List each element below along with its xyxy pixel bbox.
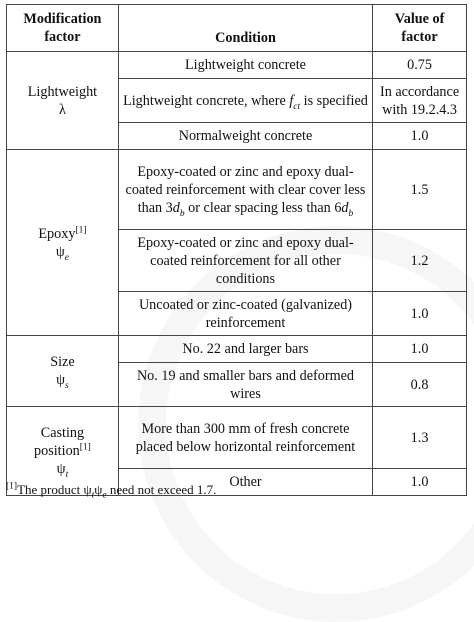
condition-cell: Epoxy-coated or zinc and epoxy dual-coated reinforcement with clear cover less than $3d_b$ or clear spacing less than $6d_b$ — [118, 150, 372, 230]
table-footnote: [1]The product $\psi_t\psi_e$ need not exceed 1.7. — [6, 481, 217, 501]
value-cell: 1.0 — [373, 292, 467, 336]
header-row — [7, 5, 467, 52]
value-cell: 1.0 — [373, 336, 467, 363]
factor-epoxy: Epoxy[1] $\psi_e$ — [7, 150, 119, 336]
value-cell: 0.8 — [373, 363, 467, 407]
condition-cell: No. 22 and larger bars — [118, 336, 372, 363]
value-cell: 1.5 — [373, 150, 467, 230]
condition-cell: No. 19 and smaller bars and deformed wires — [118, 363, 372, 407]
factor-casting-position: Casting position[1] $\psi_t$ — [7, 407, 119, 496]
condition-cell: Other — [118, 469, 372, 496]
header-value-of-factor: Value of factor — [373, 5, 467, 52]
value-cell: 0.75 — [373, 52, 467, 79]
condition-cell: More than 300 mm of fresh concrete placed below horizontal reinforcement — [118, 407, 372, 469]
value-cell: 1.0 — [373, 469, 467, 496]
table-row — [7, 52, 467, 79]
value-cell: In accordance with 19.2.4.3 — [373, 79, 467, 123]
value-cell: 1.2 — [373, 230, 467, 292]
factor-lightweight: Lightweight λ — [7, 52, 119, 150]
modification-factors-table — [6, 4, 467, 501]
condition-cell: Normalweight concrete — [118, 123, 372, 150]
table-row — [7, 407, 467, 469]
value-cell: 1.3 — [373, 407, 467, 469]
header-modification-factor: Modification factor — [7, 5, 119, 52]
factor-size: Size $\psi_s$ — [7, 336, 119, 407]
table-row — [7, 336, 467, 363]
value-cell: 1.0 — [373, 123, 467, 150]
condition-cell: Uncoated or zinc-coated (galvanized) reinforcement — [118, 292, 372, 336]
condition-cell: Epoxy-coated or zinc and epoxy dual-coated reinforcement for all other conditions — [118, 230, 372, 292]
condition-cell: Lightweight concrete — [118, 52, 372, 79]
table-row — [7, 150, 467, 230]
condition-cell: Lightweight concrete, where $f_{ct}$ is specified — [118, 79, 372, 123]
header-condition: Condition — [118, 5, 372, 52]
